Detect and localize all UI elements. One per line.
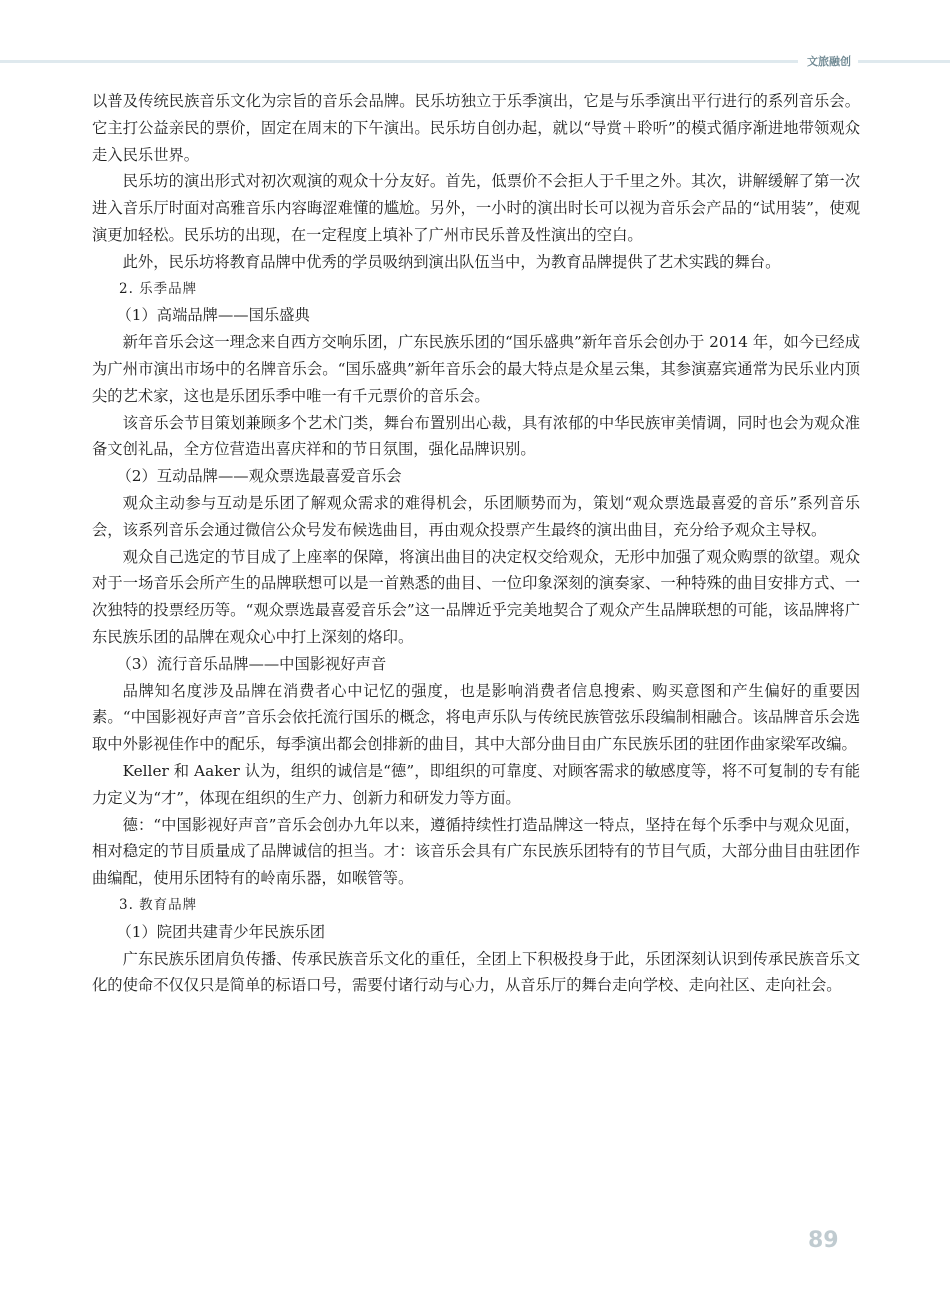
section-tag: 文旅融创 <box>807 55 851 68</box>
paragraph: 品牌知名度涉及品牌在消费者心中记忆的强度，也是影响消费者信息搜索、购买意图和产生偏好的重要因素。“中国影视好声音”音乐会依托流行国乐的概念，将电声乐队与传统民族管弦乐段编制相融合。该品牌音乐会选取中外影视佳作中的配乐，每季演出都会创排新的曲目，其中大部分曲目由广东民族乐团的驻团作曲家梁军改编。 <box>92 681 860 754</box>
paragraph: Keller 和 Aaker 认为，组织的诚信是“德”，即组织的可靠度、对顾客需求的敏感度等，将不可复制的专有能力定义为“才”，体现在组织的生产力、创新力和研发力等方面。 <box>92 761 860 807</box>
paragraph: 以普及传统民族音乐文化为宗旨的音乐会品牌。民乐坊独立于乐季演出，它是与乐季演出平行进行的系列音乐会。它主打公益亲民的票价，固定在周末的下午演出。民乐坊自创办起，就以“导赏＋聆听”的模式循序渐进地带领观众走入民乐世界。 <box>92 92 860 164</box>
paragraph: 德：“中国影视好声音”音乐会创办九年以来，遵循持续性打造品牌这一特点，坚持在每个乐季中与观众见面，相对稳定的节目质量成了品牌诚信的担当。才：该音乐会具有广东民族乐团特有的节目气质，大部分曲目由驻团作曲编配，使用乐团特有的岭南乐器，如喉管等。 <box>92 815 860 888</box>
paragraph: 此外，民乐坊将教育品牌中优秀的学员吸纳到演出队伍当中，为教育品牌提供了艺术实践的舞台。 <box>122 252 781 271</box>
header-rule-left <box>0 60 798 63</box>
paragraph: 新年音乐会这一理念来自西方交响乐团，广东民族乐团的“国乐盛典”新年音乐会创办于 2014 年，如今已经成为广州市演出市场中的名牌音乐会。“国乐盛典”新年音乐会的最大特点是众星云集，其参演嘉宾通常为民乐业内顶尖的艺术家，这也是乐团乐季中唯一有千元票价的音乐会。 <box>92 333 860 405</box>
subsection-heading: （1）院团共建青少年民族乐团 <box>116 922 326 941</box>
paragraph: 观众自己选定的节目成了上座率的保障，将演出曲目的决定权交给观众，无形中加强了观众购票的欲望。观众对于一场音乐会所产生的品牌联想可以是一首熟悉的曲目、一位印象深刻的演奏家、一种特殊的曲目安排方式、一次独特的投票经历等。“观众票选最喜爱音乐会”这一品牌近乎完美地契合了观众产生品牌联想的可能，该品牌将广东民族乐团的品牌在观众心中打上深刻的烙印。 <box>92 547 860 646</box>
header-rule-right <box>858 60 950 63</box>
page-number: 89 <box>808 1228 839 1253</box>
paragraph: 广东民族乐团肩负传播、传承民族音乐文化的重任，全团上下积极投身于此，乐团深刻认识到传承民族音乐文化的使命不仅仅只是简单的标语口号，需要付诸行动与心力，从音乐厅的舞台走向学校、走向社区、走向社会。 <box>92 949 860 995</box>
section-heading: 2. 乐季品牌 <box>119 280 198 297</box>
article-body <box>92 88 860 999</box>
paragraph: 该音乐会节目策划兼顾多个艺术门类，舞台布置别出心裁，具有浓郁的中华民族审美情调，同时也会为观众准备文创礼品，全方位营造出喜庆祥和的节日氛围，强化品牌识别。 <box>92 413 860 459</box>
subsection-heading: （3）流行音乐品牌——中国影视好声音 <box>116 654 387 673</box>
paragraph: 民乐坊的演出形式对初次观演的观众十分友好。首先，低票价不会拒人于千里之外。其次，讲解缓解了第一次进入音乐厅时面对高雅音乐内容晦涩难懂的尴尬。另外，一小时的演出时长可以视为音乐会产品的“试用装”，使观演更加轻松。民乐坊的出现，在一定程度上填补了广州市民乐普及性演出的空白。 <box>92 172 860 244</box>
subsection-heading: （1）高端品牌——国乐盛典 <box>116 306 310 325</box>
subsection-heading: （2）互动品牌——观众票选最喜爱音乐会 <box>116 467 402 486</box>
paragraph: 观众主动参与互动是乐团了解观众需求的难得机会，乐团顺势而为，策划“观众票选最喜爱的音乐”系列音乐会，该系列音乐会通过微信公众号发布候选曲目，再由观众投票产生最终的演出曲目，充分给予观众主导权。 <box>92 493 860 539</box>
section-heading: 3. 教育品牌 <box>119 896 198 913</box>
